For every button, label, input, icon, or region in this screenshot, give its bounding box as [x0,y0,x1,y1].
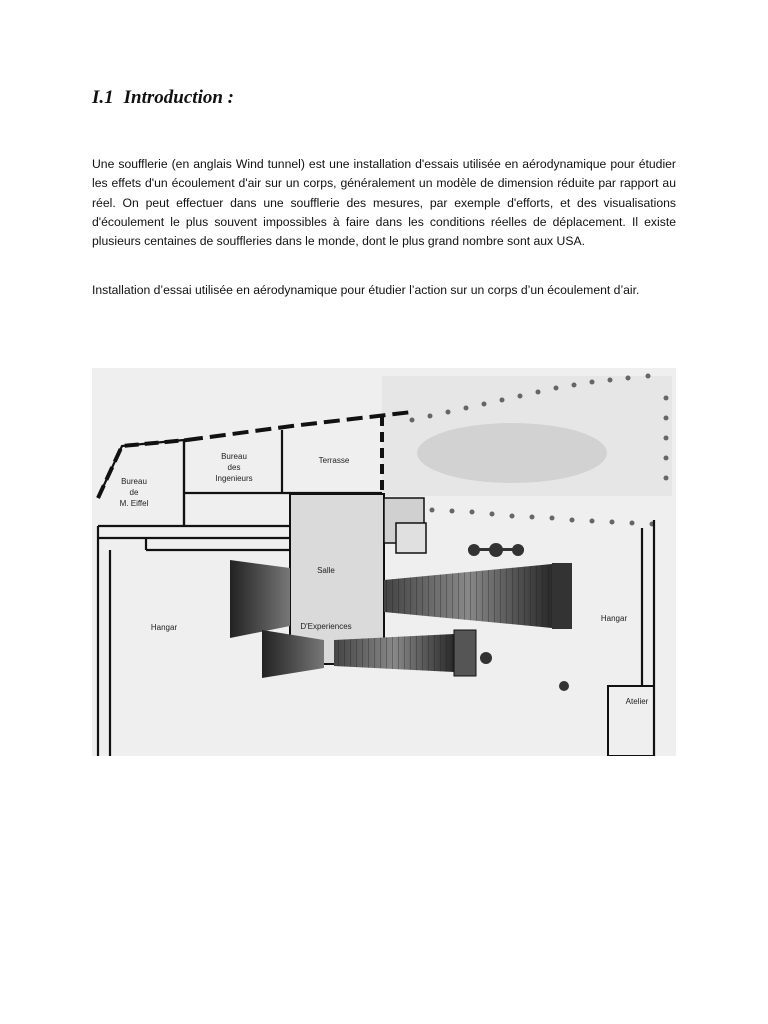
floor-plan-drawing [92,368,676,756]
section-number: I.1 [92,87,114,108]
label-salle: Salle [317,566,335,575]
secondary-diffuser-ribs [334,634,454,672]
label-atelier: Atelier [625,697,649,706]
label-bureau-ingenieurs-2: des [227,463,241,472]
small-room [396,523,426,553]
paragraph-1: Une soufflerie (en anglais Wind tunnel) est une installation d'essais utilisée en aérodynamique pour étudier les effets d'un écoulement d'air sur un corps, généralement un modèle de dimension réduite par rapport au réel. On peut effectuer dans une soufflerie des mesures, par exemple d'efforts, et des visualisations d'écoulement le plus souvent impossibles à faire dans les conditions réelles de déplacement. Il existe plusieurs centaines de souffleries dans le monde, dont le plus grand nombre sont aux USA. [92,157,676,249]
label-hangar-left: Hangar [150,623,178,632]
paragraph-2: Installation d’essai utilisée en aérodynamique pour étudier l’action sur un corps d’un écoulement d’air. [92,283,640,297]
main-collector [230,560,290,638]
label-bureau-eiffel-3: M. Eiffel [119,499,149,508]
label-experiences: D'Experiences [300,622,352,631]
label-bureau-eiffel-2: de [129,488,139,497]
wind-tunnel-floor-plan [92,368,676,756]
label-terrasse: Terrasse [318,456,350,465]
label-bureau-ingenieurs-1: Bureau [221,452,247,461]
main-fan [552,563,572,629]
secondary-fan [454,630,476,676]
garden-lawn [417,423,607,483]
label-hangar-right: Hangar [600,614,628,623]
label-bureau-eiffel-1: Bureau [121,477,147,486]
label-bureau-ingenieurs-3: Ingenieurs [215,474,253,483]
section-title: Introduction : [123,87,234,108]
section-heading [92,87,234,109]
